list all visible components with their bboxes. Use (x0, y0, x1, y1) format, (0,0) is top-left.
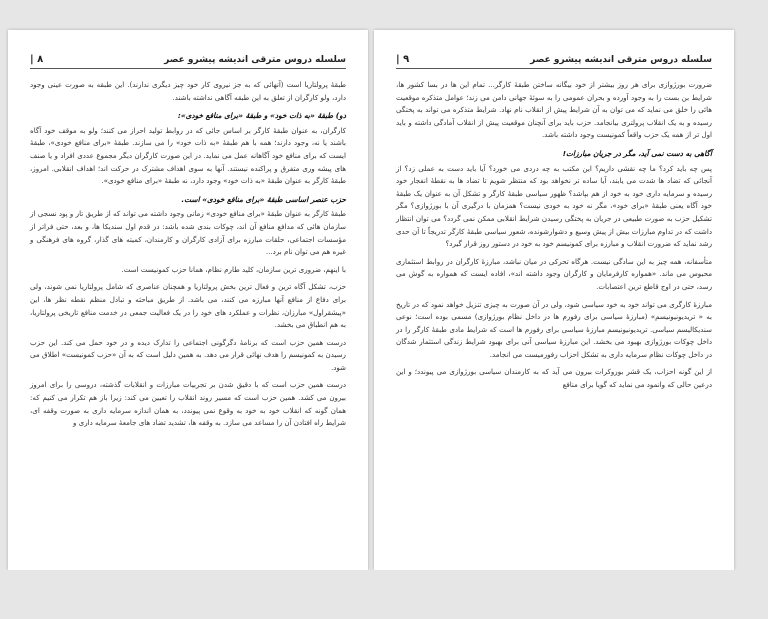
paragraph: مبارزهٔ کارگری می تواند خود به خود سیاسی شود، ولی در آن صورت به چیزی تنزیل خواهد نمود که در تاریخ به « تریدیونیونیسم» (مبارزهٔ سیاسی برای رفورم ها در داخل نظام بورژوازی) مسمی بوده است؛ نوعی سندیکالیسم سیاسی. تریدیونیونیسم مبارزهٔ سیاسی برای رفورم ها است که شرایط مادی طبقهٔ کارگر را در داخل چوکات بورژوازی بهبود می بخشد. این مبارزهٔ سیاسی آنی برای بهبود شرایط زندگی استثمار شدگان در داخل چوکات نظام سرمایه داری به تشکل احزاب رفورمیست می انجامد. (396, 299, 712, 359)
paragraph: درست همین حزب است که برنامهٔ دگرگونی اجتماعی را تدارک دیده و در خود حمل می کند. این حزب رسیدن به کمونیسم را هدف نهائی قرار می دهد. به همین دلیل است که به آن «حزب کمونیست» اطلاق می شود. (30, 337, 346, 372)
header-title: سلسله دروس مترقی اندیشه پیشرو عصر (530, 54, 712, 65)
page-number: ۹ | (396, 54, 410, 65)
paragraph: با اینهم، ضروری ترین سازمان، کلید طارم نظام، همانا حزب کمونیست است. (121, 264, 346, 274)
header-title: سلسله دروس مترقی اندیشه پیشرو عصر (164, 54, 346, 65)
page-number: ۸ | (30, 54, 44, 65)
section-heading: آگاهی به دست نمی آید، مگر در جریان مبارزات! (562, 148, 712, 158)
paragraph: طبقهٔ پرولتاریا است (آنهائی که به جز نیروی کار خود چیز دیگری ندارند). این طبقه به صورت عینی وجود دارد، ولو کارگران از تعلق به این طبقه آگاهی نداشته باشند. (30, 80, 346, 102)
paragraph: متأسفانه، همه چیز به این سادگی نیست. هرگاه تحرکی در میان نباشد، مبارزهٔ کارگران در روابط استثماری محبوس می ماند. «همواره کارفرمایان و کارگران وجود داشته اند»، افاده ایست که همواره به گوش می رسد، حتی در اوج قاطع ترین اعتصابات. (396, 256, 712, 291)
page-8 (8, 30, 368, 570)
paragraph: طبقهٔ کارگر به عنوان طبقهٔ «برای منافع خودی» زمانی وجود داشته می تواند که از طریق تار و پود نسجی از سازمان هائی که مدافع منافع آن اند، چوکات بندی شده باشد: در قدم اول سندیکا ها، و بعد، حتی فراتر از مؤسسات اجتماعی، حلقات مبارزه برای آزادی کارگران و کارمندان، کمیته های گذار، گروه های فرهنگی و غیره هم می توان نام برد... (30, 209, 346, 257)
page-body (396, 79, 712, 392)
paragraph: ضرورت بورژوازی برای هر روز بیشتر از خود بیگانه ساختن طبقهٔ کارگر... تمام این ها در بسا کشور ها، شرایط بن بست را به وجود آورده و بحران عمومی را به سوئهٔ جهانی دامن می زند؛ عوامل متذکره موقعیت هائی را خلق می نماید که می توان به آن شرایط پیش از انقلاب نام نهاد. شرایط متذکره می تواند به پختگی رسیده و به یک انقلاب پرولتری بیانجامد. حزب باید برای آنچنان موقعیت پیش از انقلاب آمادگی داشته و باید اول تر از همه یک حزب واقعاً کمونیست وجود داشته باشد. (396, 80, 712, 140)
paragraph: درست همین حزب است که با دقیق شدن بر تجربیات مبارزات و انقلابات گذشته، دروسی را برای امروز بیرون می کشد. همین حزب است که مسیر روند انقلاب را تعیین می کند: زیرا باز هم تکرار می کنیم که: همان گونه که انقلاب خود به خود به وقوع نمی پیوندد، به همان اندازه سرمایه داری به صورت وقفه ای، شرایط راه افتادن آن را مساعد می سازد. به وقفه ها، تشدید تضاد های جامعهٔ سرمایه داری و (30, 380, 346, 428)
paragraph: از این گونه احزاب، یک قشر بوروکرات بیرون می آید که به کارمندان سیاسی بورژوازی می پیوندد؛ و این درعین حالی که وانمود می نماید که گویا برای منافع (396, 367, 712, 390)
page-9 (374, 30, 734, 570)
paragraph: پس چه باید کرد؟ ما چه نقشی داریم؟ این مکتب به چه دردی می خورد؟ آیا باید دست به عملی زد؟ از آنجائی که تضاد ها شدت می یابند، آیا ساده تر نخواهد بود که منتظر شویم تا تضاد ها به نقطهٔ انفجار خود رسیده و سرمایه داری خود به خود از هم بپاشد؟ ظهور سیاسی طبقهٔ کارگر و تشکل آن به عنوان یک طبقهٔ خود آگاه یعنی طبقهٔ «برای خود»، مگر نه خود به خودی نیست؟ همزمان با درگیری آن با بورژوازی؟ مگر تشکیل حزب به صورت طبیعی در جریان به پختگی رسیدن شرایط انقلابی ممکن نمی گردد؟ می توان انتظار داشت که در تداوم مبارزات بیش از پیش وسیع و دشوارشونده، شعور سیاسی طبقهٔ کارگر تدریجاً تا آن حدی رشد نماید که ضرورت انقلاب و مبارزه برای کمونیسم خود به خود در دستور روز قرار گیرد؟ (396, 163, 712, 249)
page-body (30, 79, 346, 430)
section-heading: دو) طبقهٔ «به ذات خود» و طبقهٔ «برای منافع خودی»: (177, 111, 346, 121)
paragraph: کارگران، به عنوان طبقهٔ کارگر بر اساس جائی که در روابط تولید احراز می کنند؛ ولو به موقف خود آگاه باشند یا نه، وجود دارند؛ همه با هم طبقهٔ «به ذات خود» را می سازند. طبقهٔ «برای منافع خودی»، طبقهٔ ایست که برای منافع خود آگاهانه عمل می نماید. در این صورت کارگران دیگر مجموع عددی افراد و یا صنف های پیشه وری متفرق و پراکنده نیستند. آنها به سوی اهداف مشترک در حرکت اند؛ اهداف انقلابی. امروز، طبقهٔ کارگر به عنوان طبقهٔ «به ذات خود» وجود دارد، نه طبقهٔ «برای منافع خودی». (30, 125, 346, 186)
section-heading: حزب عنصر اساسی طبقهٔ «برای منافع خودی» است. (181, 194, 346, 204)
page-header (30, 54, 346, 69)
page-header (396, 54, 712, 69)
paragraph: حزب، تشکل آگاه ترین و فعال ترین بخش پرولتاریا و همچنان عناصری که شامل پرولتاریا نمی شوند، ولی برای دفاع از منافع آنها مبارزه می کنند، می باشد. از طریق مباحثه و تبادل منظم نقطه نظر ها، این «پیشقراول» مبارزان، نظرات و عملکرد های خود را در یک فعالیت جمعی در خدمت منافع تاریخی پرولتاریا، به هم انطباق می بخشد. (30, 282, 346, 330)
viewer-background-strip (0, 570, 768, 619)
